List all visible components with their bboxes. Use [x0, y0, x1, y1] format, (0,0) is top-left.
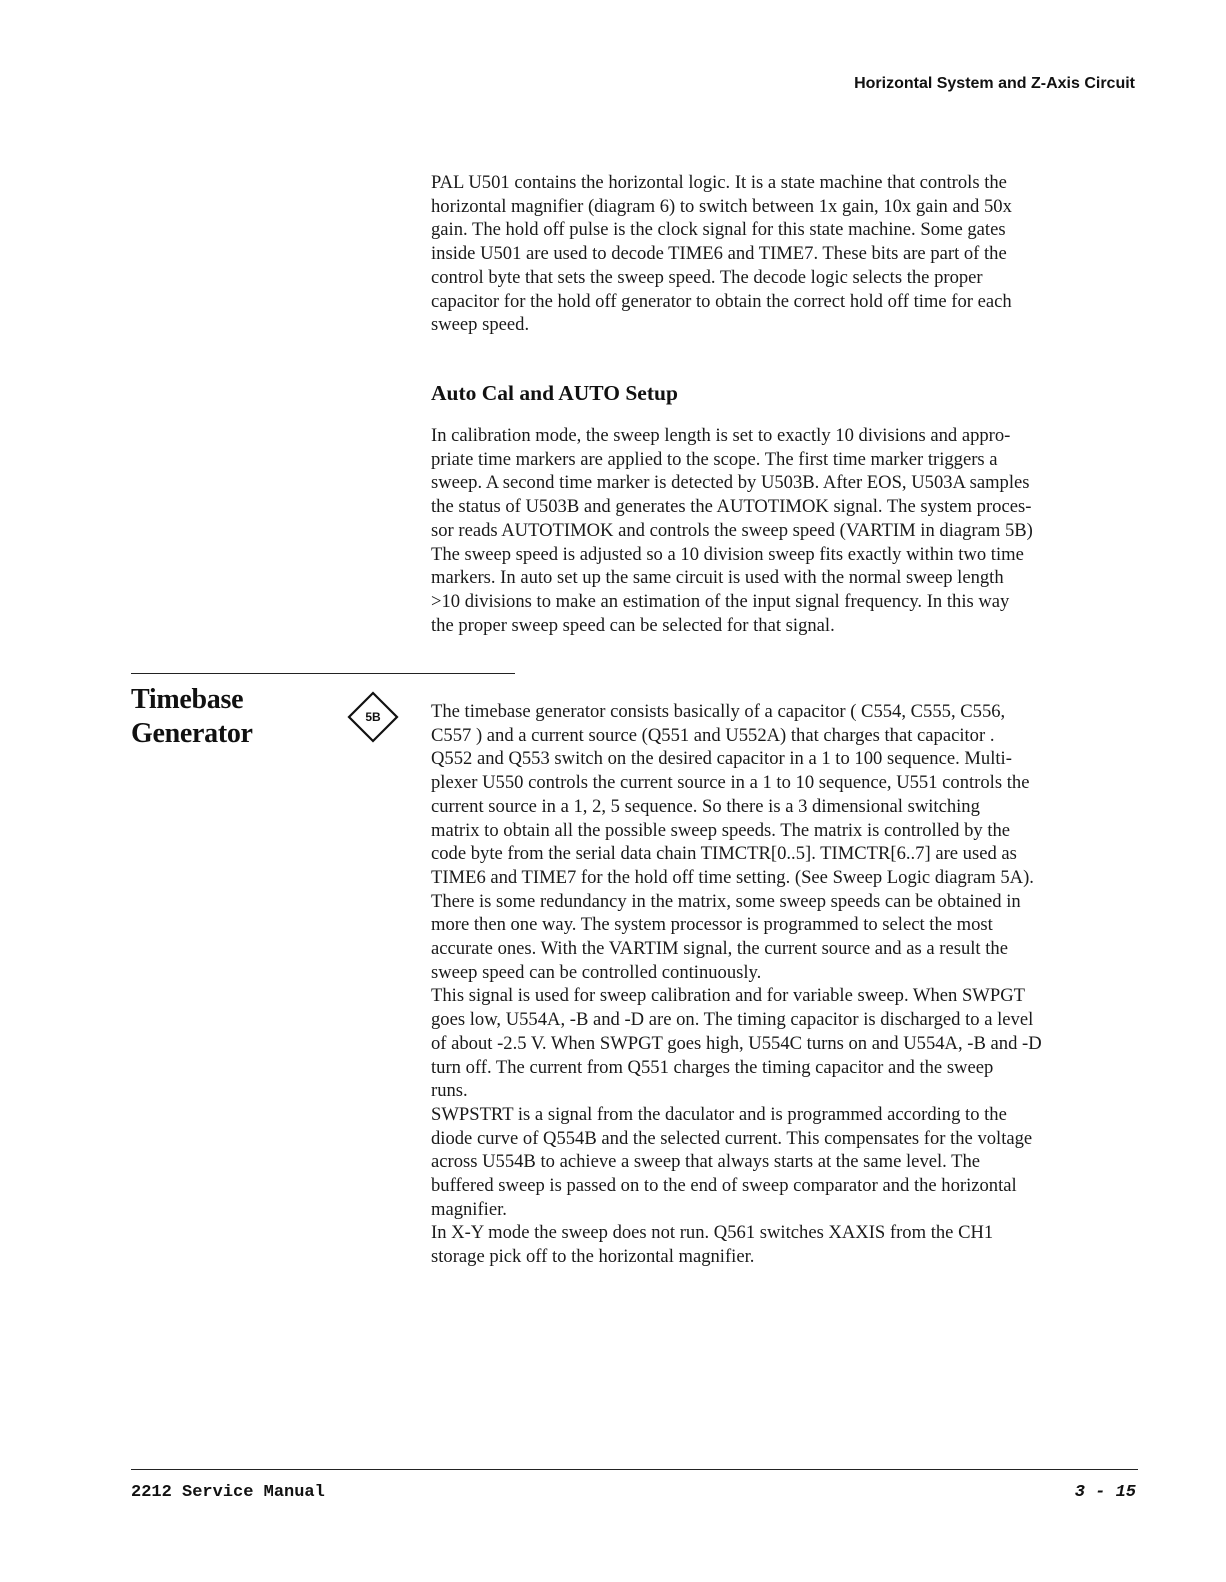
intro-line: control byte that sets the sweep speed. The decode logic selects the proper: [431, 266, 983, 288]
timebase-line: TIME6 and TIME7 for the hold off time setting. (See Sweep Logic diagram 5A).: [431, 866, 1034, 888]
timebase-paragraph: [431, 700, 1141, 1269]
timebase-line: magnifier.: [431, 1198, 507, 1220]
timebase-heading: [131, 683, 253, 751]
timebase-line: of about -2.5 V. When SWPGT goes high, U554C turns on and U554A, -B and -D: [431, 1032, 1042, 1054]
footer-page-number: 3 - 15: [1074, 1483, 1136, 1502]
timebase-line: plexer U550 controls the current source in a 1 to 10 sequence, U551 controls the: [431, 772, 1030, 794]
intro-line: horizontal magnifier (diagram 6) to switch between 1x gain, 10x gain and 50x: [431, 195, 1012, 217]
timebase-line: goes low, U554A, -B and -D are on. The timing capacitor is discharged to a level: [431, 1009, 1034, 1031]
timebase-line: The timebase generator consists basically of a capacitor ( C554, C555, C556,: [431, 701, 1006, 722]
timebase-line: Q552 and Q553 switch on the desired capacitor in a 1 to 100 sequence. Multi-: [431, 748, 1012, 770]
autocal-line: sor reads AUTOTIMOK and controls the sweep speed (VARTIM in diagram 5B): [431, 519, 1033, 541]
diagram-reference-badge: [347, 691, 399, 743]
timebase-line: diode curve of Q554B and the selected current. This compensates for the voltage: [431, 1127, 1033, 1149]
intro-line: sweep speed.: [431, 314, 530, 336]
timebase-line: runs.: [431, 1080, 468, 1102]
timebase-line: In X-Y mode the sweep does not run. Q561 switches XAXIS from the CH1: [431, 1222, 994, 1244]
autocal-line: In calibration mode, the sweep length is set to exactly 10 divisions and appro-: [431, 425, 1011, 446]
timebase-line: current source in a 1, 2, 5 sequence. So there is a 3 dimensional switching: [431, 795, 980, 817]
timebase-line: more then one way. The system processor is programmed to select the most: [431, 914, 993, 936]
timebase-line: sweep speed can be controlled continuously.: [431, 961, 762, 983]
section-divider: [131, 673, 515, 674]
timebase-line: buffered sweep is passed on to the end of sweep comparator and the horizontal: [431, 1175, 1017, 1197]
autocal-line: the proper sweep speed can be selected for that signal.: [431, 614, 835, 636]
timebase-line: storage pick off to the horizontal magnifier.: [431, 1246, 755, 1268]
timebase-line: matrix to obtain all the possible sweep speeds. The matrix is controlled by the: [431, 819, 1011, 841]
autocal-heading: Auto Cal and AUTO Setup: [431, 381, 678, 405]
autocal-line: the status of U503B and generates the AUTOTIMOK signal. The system proces-: [431, 496, 1032, 518]
intro-paragraph: [431, 171, 1141, 337]
autocal-line: >10 divisions to make an estimation of the input signal frequency. In this way: [431, 590, 1010, 612]
autocal-line: The sweep speed is adjusted so a 10 division sweep fits exactly within two time: [431, 543, 1024, 565]
timebase-heading-line: Generator: [131, 718, 253, 749]
autocal-paragraph: [431, 424, 1141, 637]
footer-manual-title: 2212 Service Manual: [131, 1483, 325, 1502]
timebase-line: turn off. The current from Q551 charges the timing capacitor and the sweep: [431, 1056, 994, 1078]
intro-line: inside U501 are used to decode TIME6 and TIME7. These bits are part of the: [431, 243, 1007, 265]
timebase-line: C557 ) and a current source (Q551 and U552A) that charges that capacitor .: [431, 724, 995, 746]
autocal-line: sweep. A second time marker is detected by U503B. After EOS, U503A samples: [431, 472, 1030, 494]
autocal-line: markers. In auto set up the same circuit is used with the normal sweep length: [431, 567, 1004, 589]
intro-line: capacitor for the hold off generator to obtain the correct hold off time for each: [431, 290, 1012, 312]
intro-line: PAL U501 contains the horizontal logic. It is a state machine that controls the: [431, 172, 1007, 193]
footer-divider: [131, 1469, 1138, 1470]
timebase-line: across U554B to achieve a sweep that always starts at the same level. The: [431, 1151, 981, 1173]
timebase-heading-line: Timebase: [131, 684, 244, 715]
diagram-reference-label: 5B: [365, 710, 381, 724]
timebase-line: SWPSTRT is a signal from the daculator and is programmed according to the: [431, 1103, 1007, 1125]
autocal-line: priate time markers are applied to the scope. The first time marker triggers a: [431, 448, 998, 470]
timebase-line: code byte from the serial data chain TIMCTR[0..5]. TIMCTR[6..7] are used as: [431, 843, 1017, 865]
timebase-line: There is some redundancy in the matrix, some sweep speeds can be obtained in: [431, 890, 1021, 912]
timebase-line: This signal is used for sweep calibration and for variable sweep. When SWPGT: [431, 985, 1025, 1007]
timebase-line: accurate ones. With the VARTIM signal, the current source and as a result the: [431, 938, 1008, 960]
intro-line: gain. The hold off pulse is the clock signal for this state machine. Some gates: [431, 219, 1006, 241]
running-header: Horizontal System and Z-Axis Circuit: [854, 75, 1135, 92]
